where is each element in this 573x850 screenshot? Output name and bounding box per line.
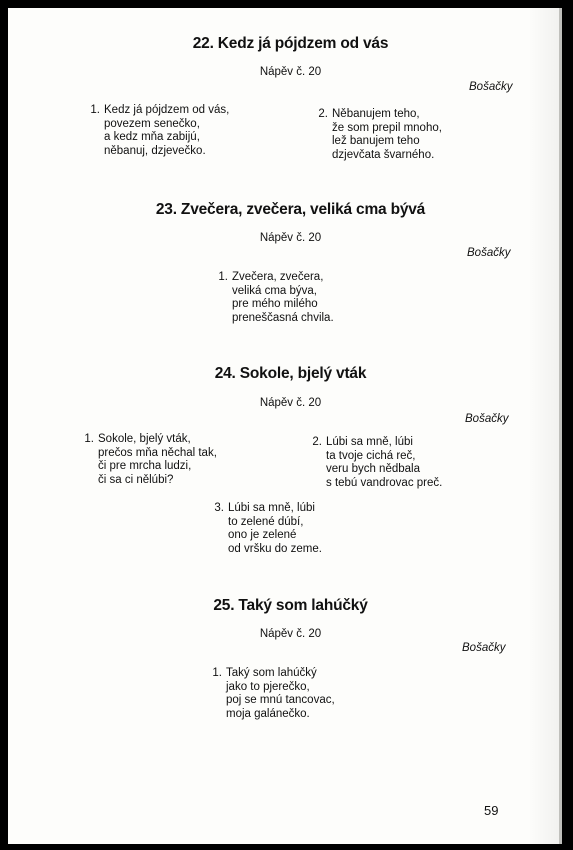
verse-line: to zelené dúbí, (228, 515, 304, 528)
book-page (8, 8, 562, 844)
verse-line: lež banujem teho (332, 135, 420, 147)
verse-line: Zvečera, zvečera, (232, 271, 324, 283)
song-22-verse-2 (314, 108, 442, 162)
song-title-25: 25. Taký som lahúčký (213, 597, 368, 614)
verse-line: veru bych nědbala (326, 463, 420, 475)
verse-line: od vršku do zeme. (228, 542, 322, 555)
song-place-25: Bošačky (462, 642, 506, 654)
verse-line: veliká cma býva, (232, 284, 318, 297)
verse-line: jako to pjerečko, (226, 680, 310, 693)
song-place-23: Bošačky (467, 247, 511, 259)
verse-line: povezem senečko, (104, 117, 200, 130)
verse-line: a kedz mňa zabijú, (104, 131, 200, 143)
verse-line: Lúbi sa mně, lúbi (228, 502, 315, 514)
verse-line: Lúbi sa mně, lúbi (326, 436, 413, 448)
verse-line: s tebú vandrovac preč. (326, 476, 443, 489)
verse-number: 1. (218, 271, 228, 283)
verse-line: ono je zelené (228, 529, 297, 541)
verse-line: pre mého milého (232, 298, 318, 310)
song-22-verse-1 (86, 104, 229, 158)
verse-line: něbanuj, dzjevečko. (104, 144, 206, 157)
song-tune-24: Nápěv č. 20 (259, 397, 322, 409)
verse-number: 2. (312, 436, 322, 448)
verse-line: poj se mnú tancovac, (226, 694, 335, 706)
verse-number: 1. (84, 433, 94, 445)
verse-line: moja galánečko. (226, 707, 310, 720)
song-24-verse-1 (80, 433, 217, 487)
song-24-verse-3 (210, 502, 322, 556)
verse-line: Něbanujem teho, (332, 108, 420, 120)
verse-line: či sa ci nělúbi? (98, 473, 174, 486)
verse-line: Kedz já pójdzem od vás, (104, 104, 230, 116)
verse-number: 2. (318, 108, 328, 120)
song-tune-22: Nápěv č. 20 (259, 66, 322, 78)
verse-line: prečos mňa něchal tak, (98, 446, 217, 459)
song-25-verse-1 (208, 667, 335, 721)
song-title-23: 23. Zvečera, zvečera, veliká cma bývá (155, 201, 426, 218)
verse-line: dzjevčata švarného. (332, 148, 435, 161)
page-number: 59 (484, 803, 499, 818)
verse-number: 1. (212, 667, 222, 679)
verse-line: Taký som lahúčký (226, 667, 317, 679)
verse-line: preneščasná chvila. (232, 311, 334, 324)
song-23-verse-1 (214, 271, 334, 325)
song-place-24: Bošačky (465, 413, 509, 425)
song-tune-25: Nápěv č. 20 (259, 628, 322, 640)
verse-line: Sokole, bjelý vták, (98, 433, 191, 445)
verse-number: 3. (214, 502, 224, 514)
verse-line: ta tvoje cichá reč, (326, 449, 416, 462)
song-24-verse-2 (308, 436, 442, 490)
page-edge-shadow (528, 8, 562, 844)
song-title-22: 22. Kedz já pójdzem od vás (192, 35, 389, 52)
verse-line: že som prepil mnoho, (332, 121, 442, 134)
song-place-22: Bošačky (469, 81, 513, 93)
song-title-24: 24. Sokole, bjelý vták (214, 365, 367, 382)
verse-number: 1. (90, 104, 100, 116)
verse-line: či pre mrcha ludzi, (98, 460, 192, 472)
song-tune-23: Nápěv č. 20 (259, 232, 322, 244)
